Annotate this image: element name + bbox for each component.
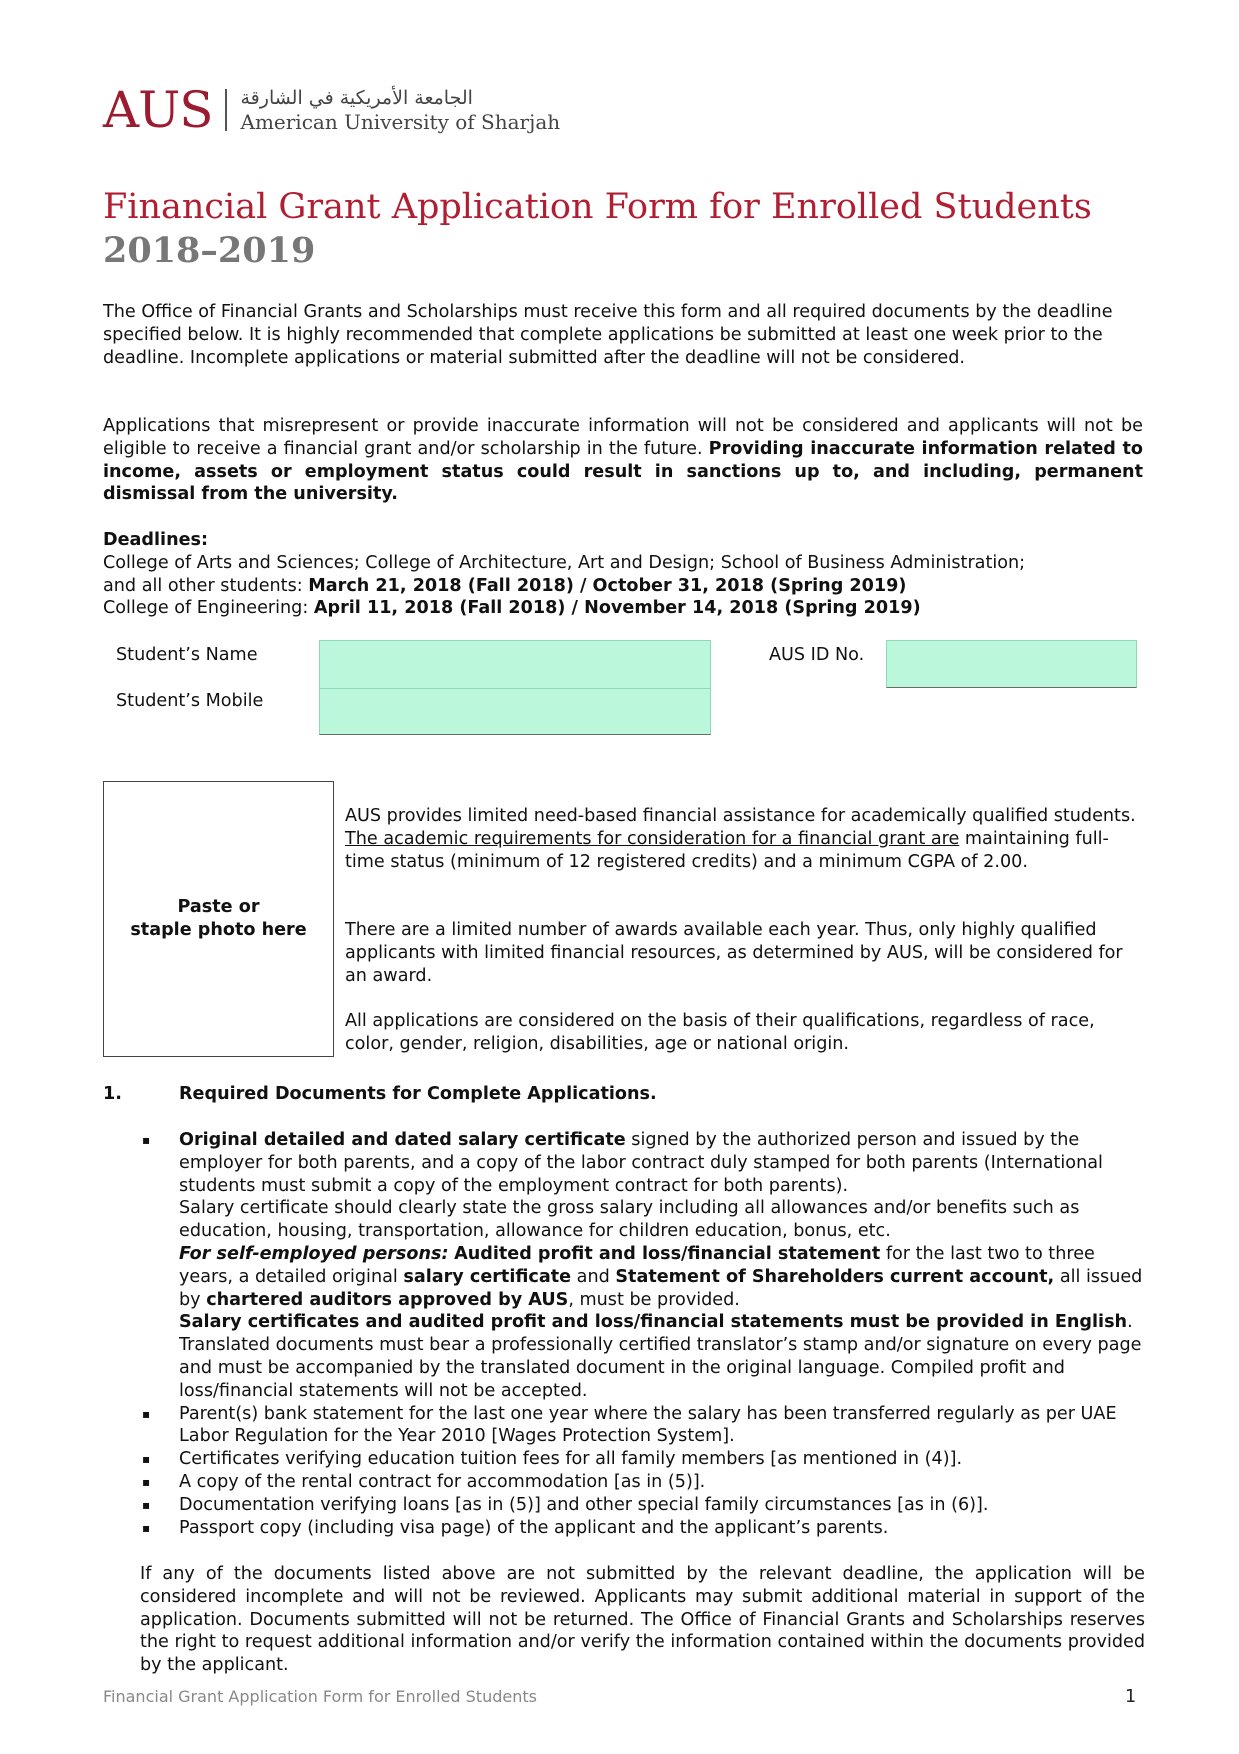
deadlines-heading: Deadlines: [103, 530, 209, 550]
list-item [140, 1471, 1145, 1494]
self-employed-shareholders: Statement of Shareholders current account, [615, 1266, 1055, 1287]
deadlines-colleges: College of Arts and Sciences; College of Architecture, Art and Design; School of Business Administration; [103, 552, 1026, 573]
awards-paragraph: There are a limited number of awards available each year. Thus, only highly qualified applicants with limited financial resources, as determined by AUS, will be considered for an award. [345, 920, 1123, 986]
student-name-field[interactable] [319, 640, 711, 689]
section-1-title: Required Documents for Complete Applications. [179, 1084, 657, 1104]
self-employed-text-4: , must be provided. [568, 1289, 740, 1310]
logo-divider [225, 89, 227, 131]
rental-contract-item: A copy of the rental contract for accommodation [as in (5)]. [179, 1471, 706, 1492]
incomplete-applications-paragraph: If any of the documents listed above are not submitted by the relevant deadline, the application will be considered incomplete and will not be reviewed. Applicants may submit additional material in support of the application. Documents submitted will not be returned. The Office of Financial Grants and Scholarships reserves the right to request additional information and/or verify the information contained within the documents provided by the applicant. [140, 1564, 1145, 1676]
logo-text [241, 86, 561, 134]
intro-paragraph-1: The Office of Financial Grants and Scholarships must receive this form and all required documents by the deadline specified below. It is highly recommended that complete applications be submitted at least one week prior to the deadline. Incomplete applications or material submitted after the deadline will not be considered. [103, 302, 1113, 368]
self-employed-text-1: for the last two to three years, a detailed original [179, 1243, 1095, 1287]
list-item [140, 1517, 1145, 1540]
deadlines-block [103, 529, 1143, 620]
salary-certificate-details: Salary certificate should clearly state the gross salary including all allowances and/or benefits such as education, housing, transportation, allowance for children education, bonus, etc. [179, 1198, 1080, 1242]
bullet-icon: ▪ [142, 1406, 151, 1421]
logo-mark: AUS [103, 81, 213, 139]
aus-logo [103, 81, 561, 139]
student-mobile-label: Student’s Mobile [116, 691, 264, 711]
photo-line-1: Paste or [177, 897, 260, 917]
student-name-label: Student’s Name [116, 645, 258, 665]
intro-paragraph-2-text: Applications that misrepresent or provide inaccurate information will not be considered and applicants will not be eligible to receive a financial grant and/or scholarship in the future. [103, 416, 1143, 459]
deadlines-other-label: and all other students: [103, 575, 303, 596]
nondiscrimination-paragraph: All applications are considered on the basis of their qualifications, regardless of race, color, gender, religion, disabilities, age or national origin. [345, 1011, 1095, 1054]
eligibility-underlined: The academic requirements for consideration for a financial grant are [345, 828, 960, 849]
intro-warning: Providing inaccurate information related to income, assets or employment status could result in sanctions up to, and including, permanent dismissal from the university. [103, 438, 1143, 505]
bullet-icon: ▪ [142, 1452, 151, 1467]
section-1-heading [103, 1083, 657, 1105]
salary-certificate-bold: Original detailed and dated salary certificate [179, 1130, 626, 1150]
deadlines-engineering-dates: April 11, 2018 (Fall 2018) / November 14, 2018 (Spring 2019) [313, 598, 921, 619]
english-requirement-text: . Translated documents must bear a professionally certified translator’s stamp and/or signature on every page and must be accompanied by the translated document in the original language. Compiled profit and loss/financial statements will not be accepted. [179, 1312, 1142, 1401]
bullet-icon: ▪ [142, 1133, 151, 1147]
page-title: Financial Grant Application Form for Enrolled Students [103, 187, 1092, 227]
list-item [140, 1494, 1145, 1517]
self-employed-auditors: chartered auditors approved by AUS [206, 1289, 569, 1310]
eligibility-paragraph [345, 805, 1145, 873]
logo-english: American University of Sharjah [240, 110, 561, 134]
aus-id-label: AUS ID No. [769, 645, 865, 665]
photo-line-2: staple photo here [130, 920, 307, 940]
deadlines-other-dates: March 21, 2018 (Fall 2018) / October 31, 2018 (Spring 2019) [308, 575, 907, 596]
photo-box-label [130, 896, 306, 942]
intro-paragraph-2 [103, 415, 1143, 506]
academic-year: 2018–2019 [103, 230, 316, 271]
self-employed-salary-certificate: salary certificate [403, 1266, 572, 1287]
page-footer: Financial Grant Application Form for Enrolled Students [103, 1687, 537, 1706]
deadlines-engineering-label: College of Engineering: [103, 598, 309, 619]
required-documents-list [140, 1129, 1145, 1539]
aus-id-field[interactable] [886, 640, 1137, 688]
bullet-icon: ▪ [142, 1520, 151, 1535]
list-item [140, 1448, 1145, 1471]
tuition-certificates-item: Certificates verifying education tuition fees for all family members [as mentioned in (4)]. [179, 1449, 963, 1470]
loans-documentation-item: Documentation verifying loans [as in (5)] and other special family circumstances [as in (6)]. [179, 1494, 989, 1515]
photo-box[interactable] [103, 781, 334, 1057]
self-employed-text-3: all issued by [179, 1266, 1143, 1310]
bullet-icon: ▪ [142, 1474, 151, 1489]
list-item [140, 1403, 1145, 1449]
section-1-number: 1. [103, 1084, 122, 1104]
self-employed-statement: Audited profit and loss/financial statement [454, 1243, 881, 1264]
student-mobile-field[interactable] [319, 688, 711, 735]
page-number: 1 [1125, 1687, 1137, 1707]
eligibility-requirements: maintaining full-time status (minimum of 12 registered credits) and a minimum CGPA of 2.00. [345, 828, 1109, 872]
passport-copy-item: Passport copy (including visa page) of the applicant and the applicant’s parents. [179, 1517, 889, 1538]
bullet-icon: ▪ [142, 1497, 151, 1512]
self-employed-text-2: and [576, 1266, 610, 1287]
eligibility-intro: AUS provides limited need-based financial assistance for academically qualified students. [345, 806, 1136, 826]
english-requirement-bold: Salary certificates and audited profit and loss/financial statements must be provided in English [179, 1312, 1128, 1333]
list-item [140, 1129, 1145, 1403]
salary-certificate-text: signed by the authorized person and issued by the employer for both parents, and a copy of the labor contract duly stamped for both parents (International students must submit a copy of the employment contract for both parents). [179, 1130, 1103, 1196]
self-employed-label: For self-employed persons: [179, 1243, 449, 1264]
bank-statement-item: Parent(s) bank statement for the last one year where the salary has been transferred regularly as per UAE Labor Regulation for the Year 2010 [Wages Protection System]. [179, 1403, 1117, 1447]
logo-arabic: الجامعة الأمريكية في الشارقة [240, 87, 473, 109]
